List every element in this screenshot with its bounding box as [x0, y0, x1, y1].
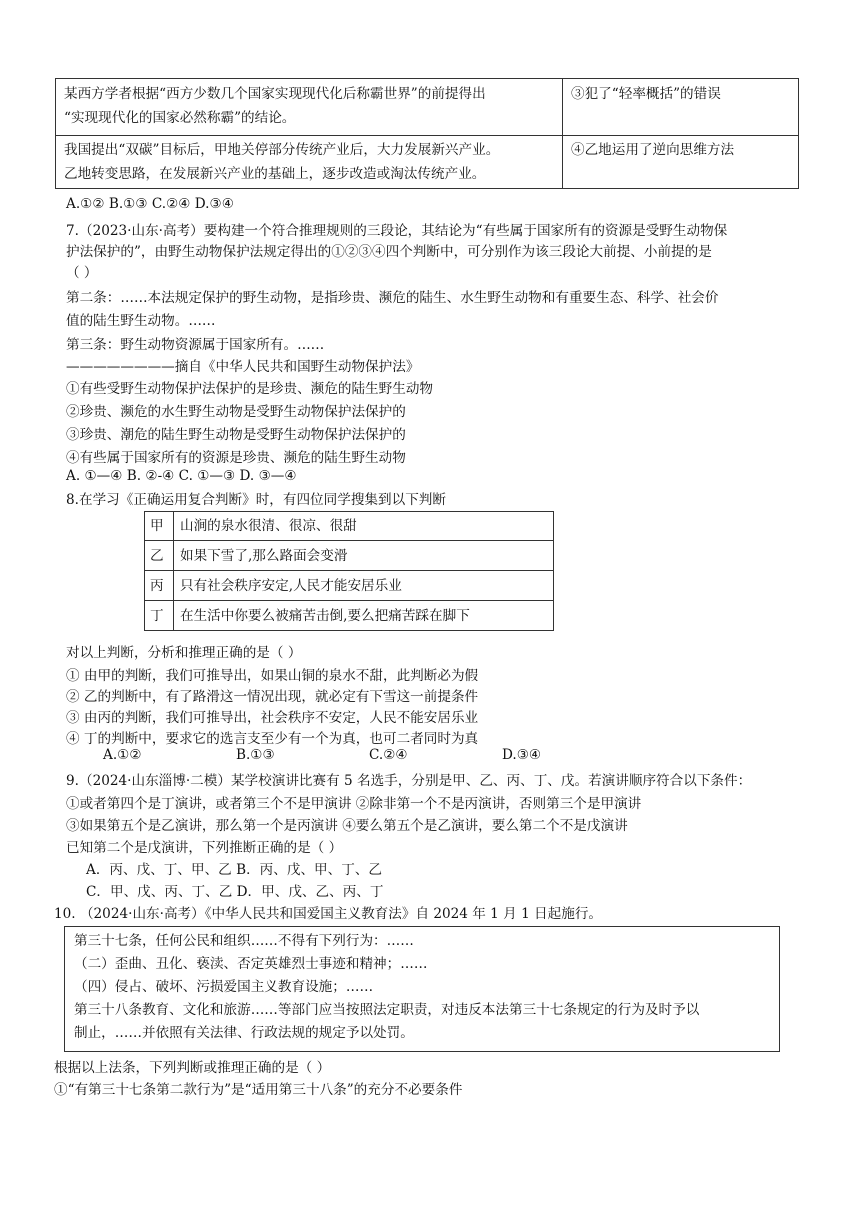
q8-cell-text-2: 如果下雪了,那么路面会变滑	[174, 541, 554, 571]
q6-row1-left: 某西方学者根据“西方少数几个国家实现现代化后称霸世界”的前提得出 “实现现代化的国家必然称霸”的结论。	[56, 79, 563, 136]
q10-box-line1: 第三十七条，任何公民和组织……不得有下列行为：……	[74, 933, 414, 949]
q8-item-2: ② 乙的判断中，有了路滑这一情况出现，就必定有下雪这一前提条件	[66, 689, 479, 705]
q7-item-3: ③珍贵、潮危的陆生野生动物是受野生动物保护法保护的	[66, 427, 406, 443]
q8-option-a: A.①②	[103, 747, 142, 763]
q8-cell-who-3: 丙	[145, 571, 174, 601]
q9-options-line1: A．丙、戊、丁、甲、乙 B．丙、戊、甲、丁、乙	[86, 862, 383, 878]
q8-item-3: ③ 由丙的判断，我们可推导出，社会秩序不安定，人民不能安居乐业	[66, 710, 479, 726]
q10-question: 根据以上法条，下列判断或推理正确的是（ ）	[54, 1060, 331, 1076]
q6-options: A.①② B.①③ C.②④ D.③④	[66, 196, 234, 212]
q8-item-4: ④ 丁的判断中，要求它的选言支至少有一个为真，也可二者同时为真	[66, 731, 479, 747]
q7-law-line2: 值的陆生野生动物。……	[66, 313, 216, 329]
q8-cell-who-4: 丁	[145, 601, 174, 631]
q9-question: 已知第二个是戊演讲，下列推断正确的是（ ）	[66, 840, 343, 856]
q8-cell-text-3: 只有社会秩序安定,人民才能安居乐业	[174, 571, 554, 601]
q7-stem-line1: 7.（2023·山东·高考）要构建一个符合推理规则的三段论，其结论为“有些属于国家所有的资源是受野生动物保	[66, 223, 728, 239]
q7-item-4: ④有些属于国家所有的资源是珍贵、濒危的陆生野生动物	[66, 450, 406, 466]
q9-options-line2: C．甲、戊、丙、丁、乙 D．甲、戊、乙、丙、丁	[86, 884, 384, 900]
q7-stem-line3: （ ）	[66, 265, 98, 281]
q7-item-1: ①有些受野生动物保护法保护的是珍贵、濒危的陆生野生动物	[66, 381, 434, 397]
q8-option-c: C.②④	[369, 747, 408, 763]
q7-law-line1: 第二条：……本法规定保护的野生动物，是指珍贵、濒危的陆生、水生野生动物和有重要生态、科学、社会价	[66, 290, 719, 306]
q7-item-2: ②珍贵、濒危的水生野生动物是受野生动物保护法保护的	[66, 404, 406, 420]
q8-option-b: B.①③	[236, 747, 275, 763]
q6-table	[55, 78, 799, 189]
q8-cell-who-2: 乙	[145, 541, 174, 571]
q9-condition-line1: ①或者第四个是丁演讲，或者第三个不是甲演讲 ②除非第一个不是丙演讲，否则第三个是甲演讲	[66, 796, 642, 812]
q6-row2-left: 我国提出“双碳”目标后，甲地关停部分传统产业后，大力发展新兴产业。 乙地转变思路，在发展新兴产业的基础上，逐步改造或淘汰传统产业。	[56, 136, 563, 189]
q6-row2-right: ④乙地运用了逆向思维方法	[563, 136, 799, 189]
q9-condition-line2: ③如果第五个是乙演讲，那么第一个是丙演讲 ④要么第五个是乙演讲，要么第二个不是戊演讲	[66, 818, 628, 834]
q8-cell-who-1: 甲	[145, 512, 174, 541]
q10-box-line5: 制止，……并依照有关法律、行政法规的规定予以处罚。	[74, 1025, 414, 1041]
q8-table	[144, 511, 554, 631]
q10-box-line2: （二）歪曲、丑化、亵渎、否定英雄烈士事迹和精神；……	[74, 956, 428, 972]
q8-option-d: D.③④	[502, 747, 542, 763]
q7-options: A. ①—④ B. ②-④ C. ①—③ D. ③—④	[66, 468, 297, 484]
q7-stem-line2: 护法保护的”，由野生动物保护法规定得出的①②③④四个判断中，可分别作为该三段论大前提、小前提的是	[66, 244, 712, 260]
q10-box-line4: 第三十八条教育、文化和旅游……等部门应当按照法定职责，对违反本法第三十七条规定的行为及时予以	[74, 1002, 700, 1018]
q6-row1-right: ③犯了“轻率概括”的错误	[563, 79, 799, 136]
q10-stem: 10. （2024·山东·高考）《中华人民共和国爱国主义教育法》自 2024 年 1 月 1 日起施行。	[54, 906, 603, 922]
q8-stem: 8.在学习《正确运用复合判断》时，有四位同学搜集到以下判断	[66, 492, 446, 508]
q8-question: 对以上判断，分析和推理正确的是（ ）	[66, 645, 302, 661]
q8-item-1: ① 由甲的判断，我们可推导出，如果山铜的泉水不甜，此判断必为假	[66, 668, 479, 684]
q10-law-box	[64, 926, 780, 1052]
q8-cell-text-4: 在生活中你要么被痛苦击倒,要么把痛苦踩在脚下	[174, 601, 554, 631]
q8-cell-text-1: 山涧的泉水很清、很凉、很甜	[174, 512, 554, 541]
q9-stem: 9.（2024·山东淄博·二模）某学校演讲比赛有 5 名选手，分别是甲、乙、丙、丁、戊。若演讲顺序符合以下条件：	[66, 773, 752, 789]
q7-law-line3: 第三条：野生动物资源属于国家所有。……	[66, 337, 325, 353]
q10-box-line3: （四）侵占、破坏、污损爱国主义教育设施；……	[74, 979, 374, 995]
q10-item-1: ①“有第三十七条第二款行为”是“适用第三十八条”的充分不必要条件	[54, 1082, 463, 1098]
q7-source: ————————摘自《中华人民共和国野生动物保护法》	[66, 359, 420, 375]
